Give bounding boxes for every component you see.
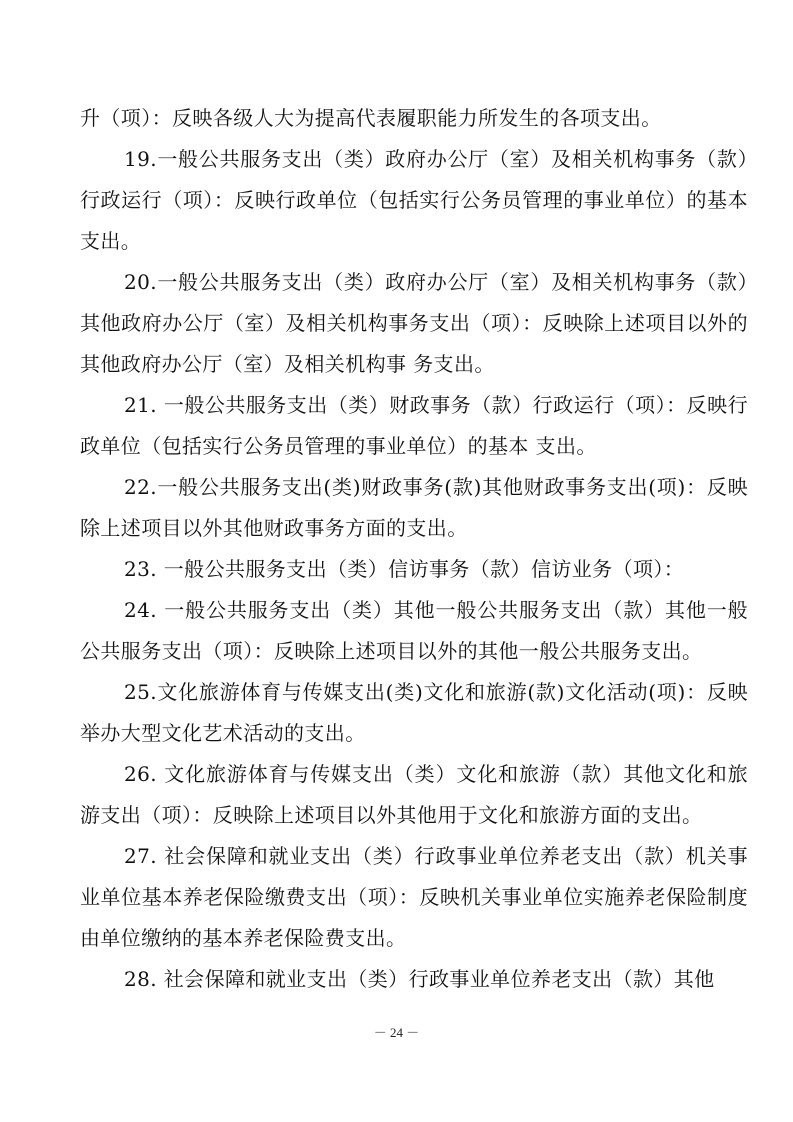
paragraph-21: 21. 一般公共服务支出（类）财政事务（款）行政运行（项）：反映行政单位（包括实行公务员管理的事业单位）的基本 支出。 — [80, 393, 748, 458]
paragraph-18-continued: 升（项）：反映各级人大为提高代表履职能力所发生的各项支出。 — [80, 106, 662, 130]
document-body — [80, 98, 748, 1000]
paragraph-23: 23. 一般公共服务支出（类）信访事务（款）信访业务（项）： — [124, 557, 685, 581]
paragraph-26: 26. 文化旅游体育与传媒支出（类）文化和旅游（款）其他文化和旅游支出（项）：反映除上述项目以外其他用于文化和旅游方面的支出。 — [80, 762, 748, 827]
paragraph-22: 22.一般公共服务支出(类)财政事务(款)其他财政事务支出(项)：反映除上述项目以外其他财政事务方面的支出。 — [80, 475, 748, 540]
paragraph-28: 28. 社会保障和就业支出（类）行政事业单位养老支出（款）其他 — [124, 967, 715, 991]
paragraph-25: 25.文化旅游体育与传媒支出(类)文化和旅游(款)文化活动(项)：反映举办大型文化艺术活动的支出。 — [80, 680, 748, 745]
paragraph-24: 24. 一般公共服务支出（类）其他一般公共服务支出（款）其他一般公共服务支出（项）：反映除上述项目以外的其他一般公共服务支出。 — [80, 598, 748, 663]
paragraph-27: 27. 社会保障和就业支出（类）行政事业单位养老支出（款）机关事业单位基本养老保险缴费支出（项）：反映机关事业单位实施养老保险制度由单位缴纳的基本养老保险费支出。 — [80, 844, 748, 950]
paragraph-20: 20.一般公共服务支出（类）政府办公厅（室）及相关机构事务（款）其他政府办公厅（室）及相关机构事务支出（项）：反映除上述项目以外的其他政府办公厅（室）及相关机构事 务支出。 — [80, 270, 748, 376]
paragraph-19: 19.一般公共服务支出（类）政府办公厅（室）及相关机构事务（款）行政运行（项）：反映行政单位（包括实行公务员管理的事业单位）的基本 支出。 — [80, 147, 748, 253]
page-number: － 24 － — [373, 1025, 420, 1040]
